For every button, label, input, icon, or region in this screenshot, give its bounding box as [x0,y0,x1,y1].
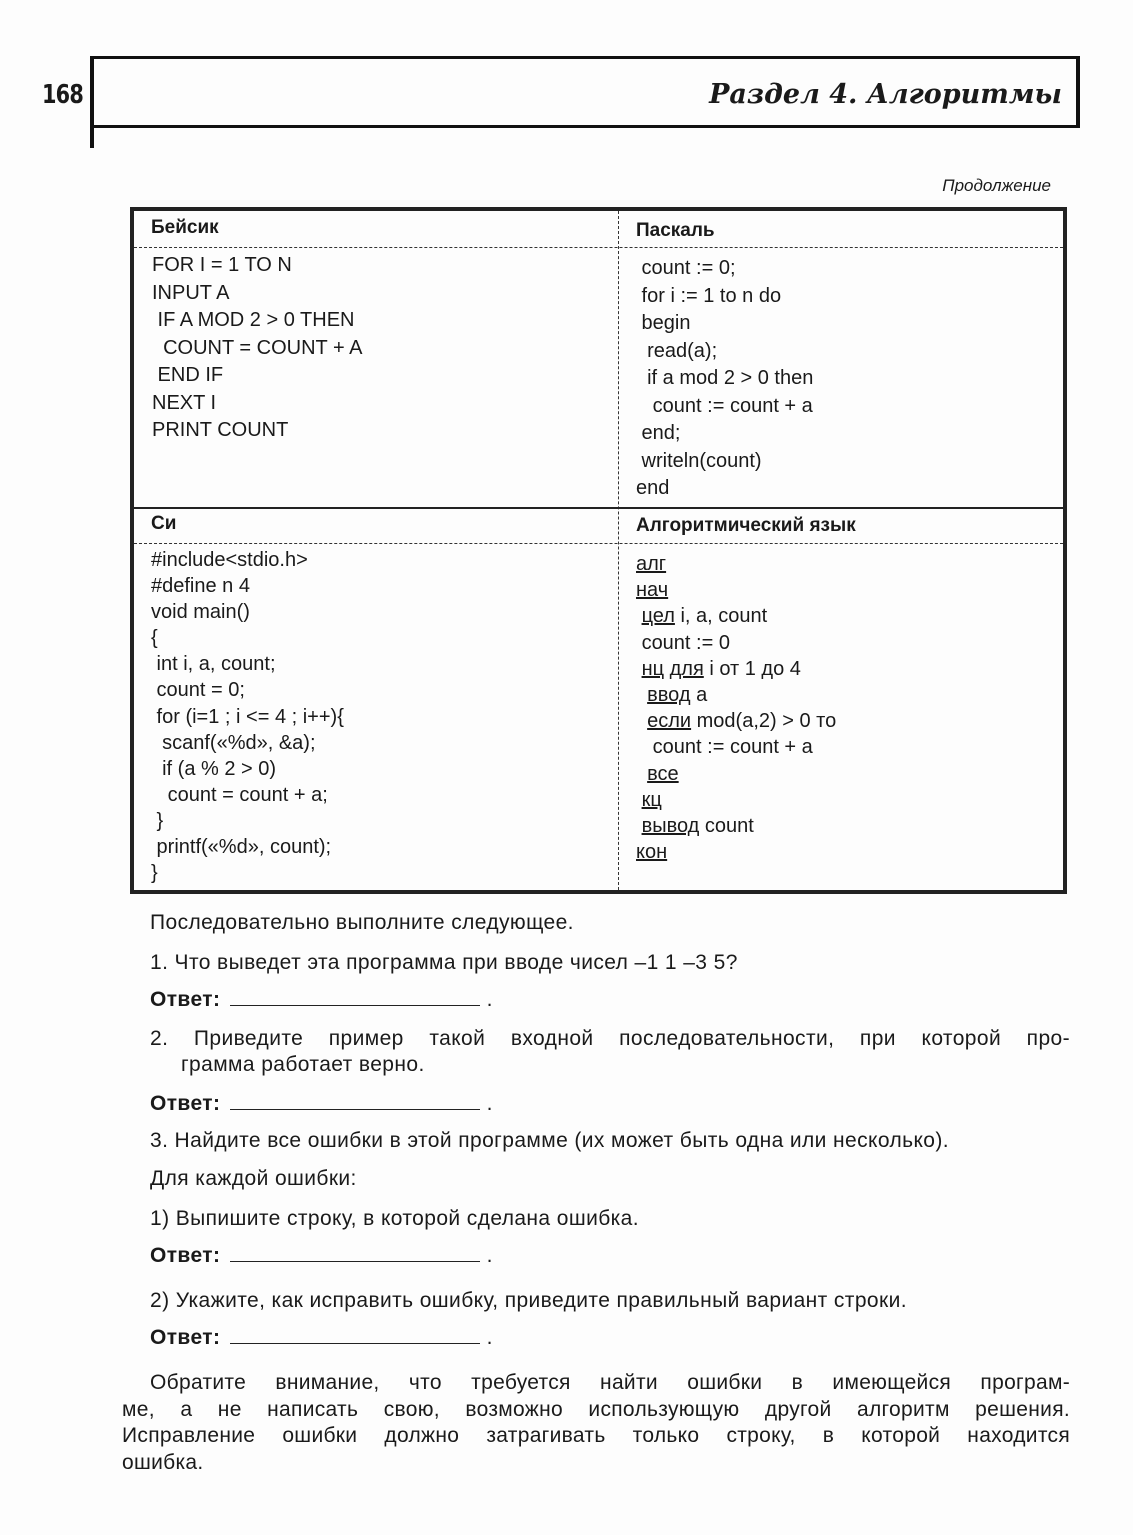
code-line [636,551,836,577]
keyword: вывод [641,815,700,838]
code-line [636,761,836,787]
code-line: COUNT = COUNT + A [152,336,363,359]
code-line: PRINT COUNT [152,419,289,441]
row-divider [134,507,1063,509]
code-line: end [636,477,670,499]
code-line: } [151,862,158,885]
alg-code [636,551,836,865]
code-line: end; [636,422,681,444]
code-line: END IF [152,364,224,386]
code-line: NEXT I [152,391,217,414]
subtask-2: 2) Укажите, как исправить ошибку, приведите правильный вариант строки. [150,1289,907,1312]
question-1: 1. Что выведет эта программа при вводе чисел –1 1 –3 5? [150,951,738,974]
code-line: цел i, a, count [641,605,768,628]
code-line: count := count + a [636,394,813,417]
answer-field[interactable] [230,987,480,1006]
answer-dot: . [486,1244,493,1267]
keyword: ввод [647,684,691,707]
note-paragraph [122,1370,1070,1476]
code-line: void main() [151,601,250,624]
code-line [636,787,836,813]
answer-field[interactable] [230,1325,480,1344]
page-number: 168 [42,80,84,110]
answer-label: Ответ: [150,1326,221,1349]
c-code [151,547,344,886]
code-line [636,839,836,865]
code-line: count = count + a; [151,783,328,806]
pascal-header: Паскаль [636,220,715,241]
keyword: кц [641,788,662,811]
code-line: scanf(«%d», &a); [151,731,316,754]
answer-dot: . [486,988,493,1011]
code-line: printf(«%d», count); [151,836,332,859]
code-line: #define n 4 [151,575,250,598]
note-line: ме, а не написать свою, возможно использующую другой алгоритм решения. [122,1397,1070,1421]
answer-4 [150,1325,493,1350]
continuation-label: Продолжение [942,176,1051,195]
code-line: IF A MOD 2 > 0 THEN [152,309,355,331]
code-line: read(a); [636,339,718,362]
subtask-1: 1) Выпишите строку, в которой сделана ошибка. [150,1207,639,1230]
keyword: алг [636,553,667,575]
question-3: 3. Найдите все ошибки в этой программе (их может быть одна или несколько). [150,1129,949,1152]
column-divider [618,211,619,890]
code-line: { [151,627,158,650]
code-line: } [151,809,164,832]
keyword: для [669,657,704,680]
code-line: count := count + a [652,736,813,759]
question-2-line-2: грамма работает верно. [181,1053,425,1076]
code-line: ввод a [647,684,708,707]
code-line: FOR I = 1 TO N [152,254,292,276]
answer-dot: . [486,1092,493,1115]
answer-label: Ответ: [150,988,221,1011]
code-line: count := 0; [636,257,736,279]
code-line: begin [636,312,691,334]
pascal-code [636,255,813,503]
code-line: if (a % 2 > 0) [151,757,277,780]
code-line: for i := 1 to n do [636,284,782,307]
keyword: нач [636,579,669,602]
header-rule [90,126,94,148]
answer-2 [150,1091,493,1116]
answer-dot: . [486,1326,493,1349]
answer-3 [150,1243,493,1268]
section-header [90,56,1080,128]
code-line: if a mod 2 > 0 then [636,367,814,389]
note-line: Исправление ошибки должно затрагивать только строку, в которой находится [122,1424,1070,1447]
code-line: count = 0; [151,679,245,702]
code-table [130,207,1067,894]
code-line: int i, a, count; [151,653,276,676]
code-line: writeln(count) [636,449,762,472]
keyword: все [647,762,679,785]
code-line: for (i=1 ; i <= 4 ; i++){ [151,705,344,728]
alg-header: Алгоритмический язык [636,515,856,536]
keyword: кон [636,841,668,864]
note-line: Обратите внимание, что требуется найти ошибки в имеющейся програм- [150,1371,1070,1394]
section-title: Раздел 4. Алгоритмы [709,79,1062,110]
row-divider [134,543,1063,544]
keyword: цел [641,605,675,628]
code-line: #include<stdio.h> [151,549,308,571]
answer-1 [150,987,493,1012]
code-line: нц для i от 1 до 4 [641,657,801,680]
question-2-line-1: 2. Приведите пример такой входной последовательности, при которой про- [150,1027,1070,1050]
row-divider [134,247,1063,248]
basic-code [152,252,362,445]
each-error-text: Для каждой ошибки: [150,1167,357,1190]
answer-field[interactable] [230,1091,480,1110]
code-line [636,577,836,603]
code-line: INPUT A [152,281,230,304]
c-header: Си [151,513,177,534]
code-line: если mod(a,2) > 0 то [647,710,837,733]
code-line: вывод count [641,815,754,838]
answer-label: Ответ: [150,1244,221,1267]
code-line: count := 0 [641,631,730,654]
answer-label: Ответ: [150,1092,221,1115]
keyword: нц [641,657,665,680]
basic-header: Бейсик [151,217,219,238]
note-line: ошибка. [122,1450,204,1474]
answer-field[interactable] [230,1243,480,1262]
keyword: если [647,710,692,733]
intro-text: Последовательно выполните следующее. [150,911,574,934]
